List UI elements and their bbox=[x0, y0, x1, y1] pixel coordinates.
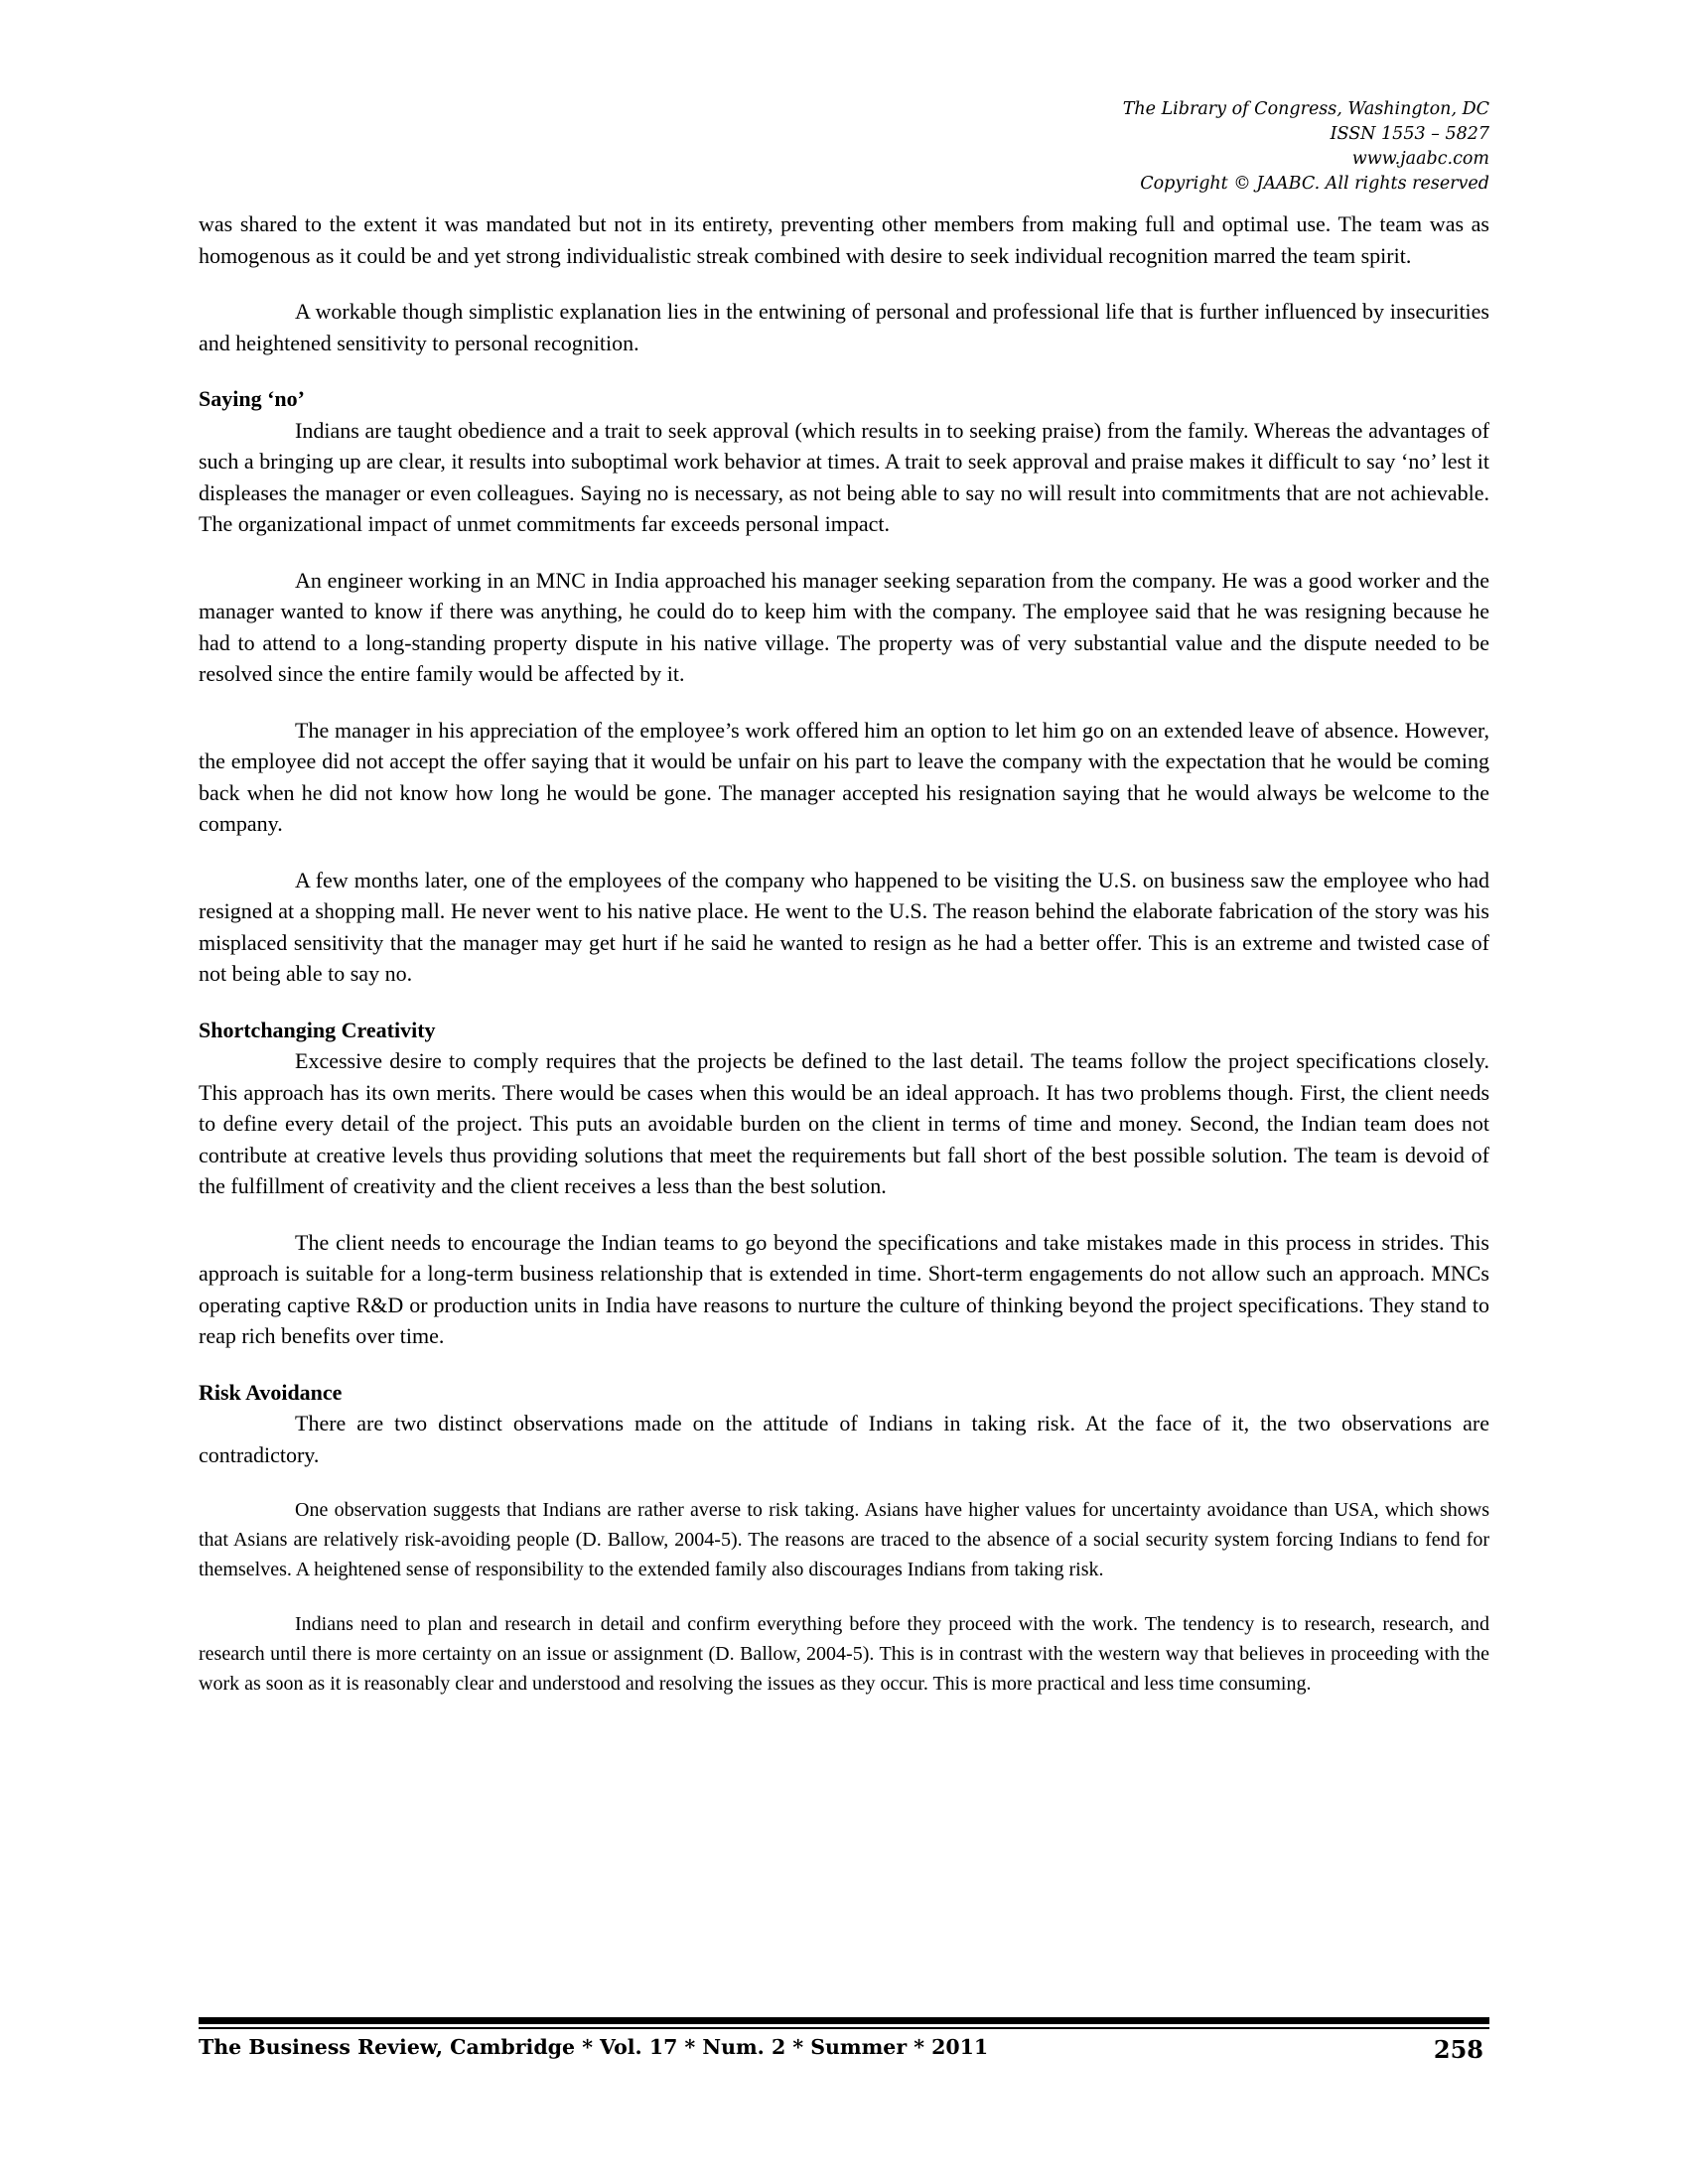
paragraph: There are two distinct observations made on the attitude of Indians in taking risk. At the face of it, the two observations are contradictory. bbox=[199, 1411, 1489, 1467]
running-header bbox=[1123, 97, 1489, 197]
section-heading-saying-no: Saying ‘no’ bbox=[199, 386, 305, 411]
paragraph: Indians need to plan and research in detail and confirm everything before they proceed with the work. The tendency is to research, research, and research until there is more certainty on an issue or assignment (D. Ballow, 2004-5). This is in contrast with the western way that believes in proceeding with the work as soon as it is reasonably clear and understood and resolving the issues as they occur. This is more practical and less time consuming. bbox=[199, 1613, 1489, 1695]
header-website: www.jaabc.com bbox=[1351, 149, 1489, 169]
footer-rule-thick bbox=[199, 2017, 1489, 2024]
header-copyright: Copyright © JAABC. All rights reserved bbox=[1140, 174, 1489, 194]
section-heading-creativity: Shortchanging Creativity bbox=[199, 1017, 436, 1042]
header-library: The Library of Congress, Washington, DC bbox=[1122, 99, 1489, 119]
footer-journal: The Business Review, Cambridge * Vol. 17 * Num. 2 * Summer * 2011 bbox=[199, 2035, 989, 2059]
header-issn: ISSN 1553 – 5827 bbox=[1330, 124, 1489, 144]
paragraph: A few months later, one of the employees of the company who happened to be visiting the U.S. on business saw the employee who had resigned at a shopping mall. He never went to his native place. He went to the U.S. The reason behind the elaborate fabrication of the story was his misplaced sensitivity that the manager may get hurt if he said he wanted to resign as he had a better offer. This is an extreme and twisted case of not being able to say no. bbox=[199, 867, 1489, 986]
section-heading-risk: Risk Avoidance bbox=[199, 1379, 343, 1405]
paragraph: A workable though simplistic explanation lies in the entwining of personal and professional life that is further influenced by insecurities and heightened sensitivity to personal recognition. bbox=[199, 299, 1489, 355]
paragraph: was shared to the extent it was mandated but not in its entirety, preventing other members from making full and optimal use. The team was as homogenous as it could be and yet strong individualistic streak combined with desire to seek individual recognition marred the team spirit. bbox=[199, 211, 1489, 268]
paragraph: An engineer working in an MNC in India approached his manager seeking separation from the company. He was a good worker and the manager wanted to know if there was anything, he could do to keep him with the company. The employee said that he was resigning because he had to attend to a long-standing property dispute in his native village. The property was of very substantial value and the dispute needed to be resolved since the entire family would be affected by it. bbox=[199, 567, 1489, 686]
paragraph: Excessive desire to comply requires that the projects be defined to the last detail. The teams follow the project specifications closely. This approach has its own merits. There would be cases when this would be an ideal approach. It has two problems though. First, the client needs to define every detail of the project. This puts an avoidable burden on the client in terms of time and money. Second, the Indian team does not contribute at creative levels thus providing solutions that meet the requirements but fall short of the best possible solution. The team is devoid of the fulfillment of creativity and the client receives a less than the best solution. bbox=[199, 1048, 1489, 1198]
article-body bbox=[199, 208, 1489, 1699]
paragraph: The client needs to encourage the Indian teams to go beyond the specifications and take mistakes made in this process in strides. This approach is suitable for a long-term business relationship that is extended in time. Short-term engagements do not allow such an approach. MNCs operating captive R&D or production units in India have reasons to nurture the culture of thinking beyond the project specifications. They stand to reap rich benefits over time. bbox=[199, 1229, 1489, 1348]
footer-rule bbox=[199, 2017, 1489, 2029]
page-number: 258 bbox=[1433, 2035, 1483, 2064]
running-footer bbox=[199, 2035, 1489, 2064]
paragraph: Indians are taught obedience and a trait to seek approval (which results in to seeking praise) from the family. Whereas the advantages of such a bringing up are clear, it results into suboptimal work behavior at times. A trait to seek approval and praise makes it difficult to say ‘no’ lest it displeases the manager or even colleagues. Saying no is necessary, as not being able to say no will result into commitments that are not achievable. The organizational impact of unmet commitments far exceeds personal impact. bbox=[199, 417, 1489, 536]
paragraph: One observation suggests that Indians are rather averse to risk taking. Asians have higher values for uncertainty avoidance than USA, which shows that Asians are relatively risk-avoiding people (D. Ballow, 2004-5). The reasons are traced to the absence of a social security system forcing Indians to fend for themselves. A heightened sense of responsibility to the extended family also discourages Indians from taking risk. bbox=[199, 1499, 1489, 1580]
footer-rule-thin bbox=[199, 2027, 1489, 2029]
paragraph: The manager in his appreciation of the employee’s work offered him an option to let him go on an extended leave of absence. However, the employee did not accept the offer saying that it would be unfair on his part to leave the company with the expectation that he would be coming back when he did not know how long he would be gone. The manager accepted his resignation saying that he would always be welcome to the company. bbox=[199, 717, 1489, 836]
